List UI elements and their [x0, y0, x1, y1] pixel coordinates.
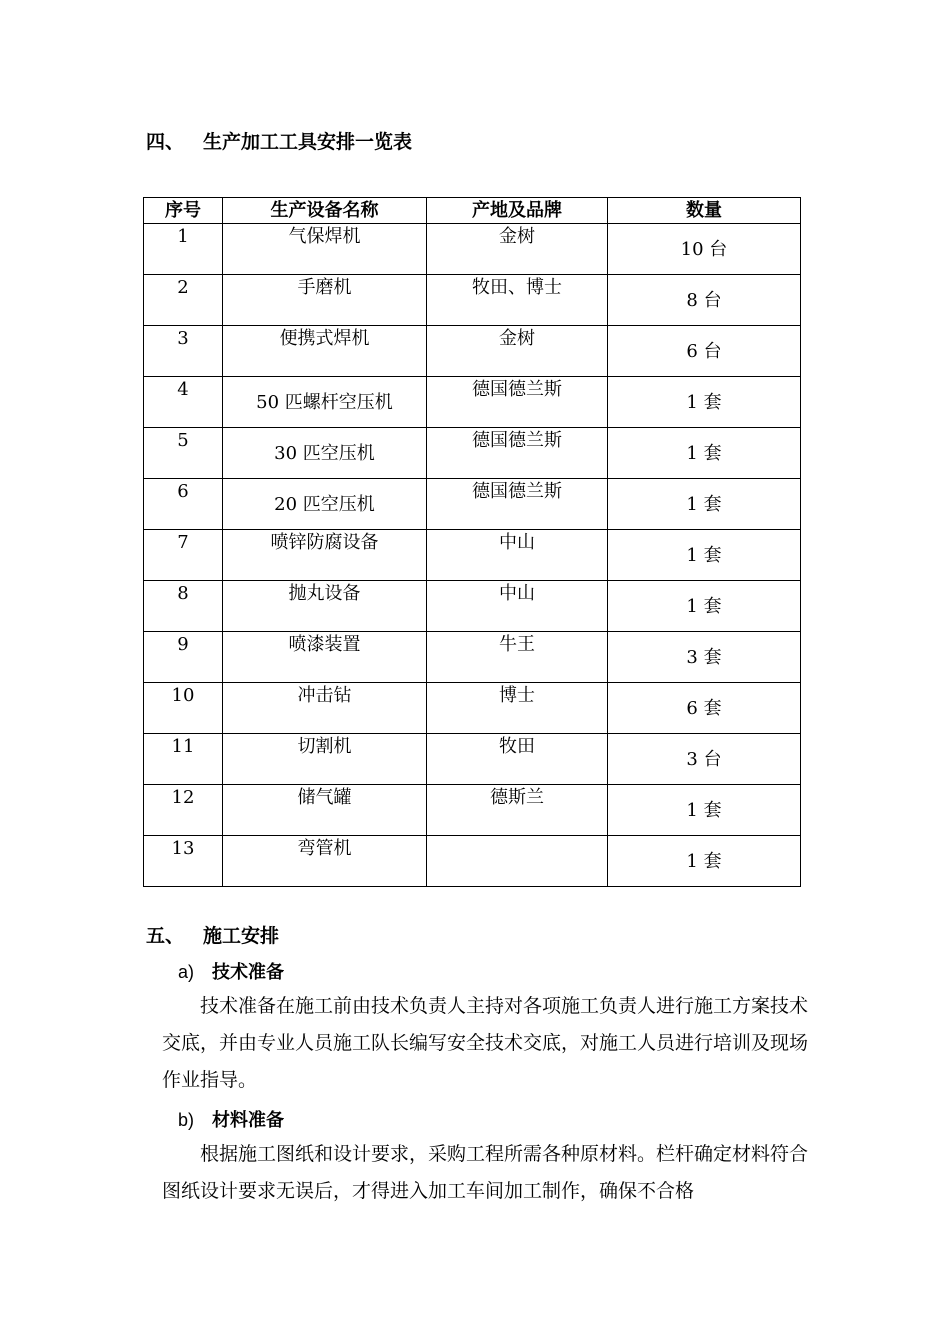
cell-qty-text: 1 套 [686, 596, 722, 617]
table-header-row [144, 198, 801, 224]
cell-brand-text: 德国德兰斯 [472, 379, 562, 400]
section-4-heading [146, 127, 412, 154]
cell-qty [608, 836, 801, 887]
cell-no [144, 428, 223, 479]
cell-qty-text: 6 套 [686, 698, 722, 719]
cell-brand-text: 中山 [499, 532, 535, 553]
cell-qty [608, 479, 801, 530]
table-row [144, 377, 801, 428]
table-row [144, 632, 801, 683]
cell-name-text: 气保焊机 [288, 226, 361, 247]
cell-no-text: 5 [177, 430, 189, 451]
cell-qty-text: 6 台 [686, 341, 722, 362]
table-row [144, 530, 801, 581]
cell-name-text: 储气罐 [297, 787, 352, 808]
cell-brand [427, 836, 608, 887]
equipment-table [143, 197, 801, 887]
cell-qty-text: 1 套 [686, 851, 722, 872]
cell-name [223, 530, 427, 581]
cell-name-text: 弯管机 [297, 838, 352, 859]
cell-no [144, 479, 223, 530]
header-no: 序号 [144, 198, 223, 224]
cell-brand-text: 德斯兰 [490, 787, 544, 808]
cell-name [223, 224, 427, 275]
cell-qty-text: 3 套 [686, 647, 722, 668]
cell-no-text: 1 [177, 226, 189, 247]
cell-qty [608, 683, 801, 734]
cell-brand [427, 530, 608, 581]
header-name: 生产设备名称 [223, 198, 427, 224]
header-qty: 数量 [608, 198, 801, 224]
cell-qty-text: 10 台 [680, 239, 728, 260]
table-row [144, 479, 801, 530]
table-row [144, 275, 801, 326]
section-4-title: 生产加工工具安排一览表 [203, 131, 413, 153]
subsection-a-heading [178, 958, 284, 984]
cell-brand [427, 377, 608, 428]
cell-brand-text: 中山 [499, 583, 535, 604]
cell-qty [608, 275, 801, 326]
section-5-title: 施工安排 [203, 925, 280, 947]
cell-name-text: 50 匹螺杆空压机 [256, 392, 393, 413]
table-row [144, 581, 801, 632]
cell-qty [608, 377, 801, 428]
cell-no [144, 326, 223, 377]
subsection-b-title: 材料准备 [212, 1110, 284, 1131]
cell-no [144, 632, 223, 683]
subsection-a-paragraph: 技术准备在施工前由技术负责人主持对各项施工负责人进行施工方案技术交底，并由专业人员施工队长编写安全技术交底，对施工人员进行培训及现场作业指导。 [162, 995, 809, 1091]
cell-qty [608, 785, 801, 836]
cell-no-text: 11 [171, 736, 195, 757]
cell-no-text: 12 [171, 787, 195, 808]
subsection-a-label: a) [178, 962, 195, 982]
cell-brand-text: 牛王 [499, 634, 535, 655]
cell-name [223, 479, 427, 530]
cell-qty-text: 1 套 [686, 392, 722, 413]
cell-brand [427, 734, 608, 785]
cell-brand [427, 275, 608, 326]
cell-brand [427, 581, 608, 632]
cell-name [223, 683, 427, 734]
cell-brand [427, 479, 608, 530]
cell-brand [427, 683, 608, 734]
cell-no [144, 683, 223, 734]
cell-brand-text: 博士 [499, 685, 535, 706]
table-row [144, 785, 801, 836]
cell-name-text: 便携式焊机 [279, 328, 370, 349]
cell-no [144, 275, 223, 326]
cell-brand-text: 牧田 [499, 736, 535, 757]
cell-brand-text: 德国德兰斯 [472, 481, 562, 502]
cell-qty [608, 581, 801, 632]
subsection-b-label: b) [178, 1110, 195, 1130]
cell-qty [608, 428, 801, 479]
cell-no [144, 377, 223, 428]
cell-no-text: 7 [177, 532, 189, 553]
cell-brand-text: 金树 [499, 328, 535, 349]
table-row [144, 224, 801, 275]
cell-qty-text: 1 套 [686, 545, 722, 566]
cell-name [223, 275, 427, 326]
cell-brand [427, 428, 608, 479]
cell-name-text: 手磨机 [297, 277, 352, 298]
cell-no [144, 581, 223, 632]
cell-name [223, 632, 427, 683]
cell-qty [608, 632, 801, 683]
cell-name [223, 326, 427, 377]
cell-qty-text: 1 套 [686, 494, 722, 515]
table-row [144, 683, 801, 734]
cell-name-text: 30 匹空压机 [274, 443, 375, 464]
table-row [144, 428, 801, 479]
cell-no-text: 13 [171, 838, 195, 859]
cell-qty-text: 1 套 [686, 800, 722, 821]
cell-brand [427, 785, 608, 836]
cell-qty-text: 1 套 [686, 443, 722, 464]
table-row [144, 836, 801, 887]
cell-qty [608, 224, 801, 275]
cell-no [144, 530, 223, 581]
cell-no-text: 4 [177, 379, 189, 400]
table-row [144, 326, 801, 377]
cell-name [223, 836, 427, 887]
cell-qty [608, 530, 801, 581]
cell-no-text: 10 [171, 685, 195, 706]
cell-name [223, 581, 427, 632]
section-5-heading [146, 921, 279, 948]
cell-name-text: 冲击钻 [297, 685, 352, 706]
cell-no-text: 3 [177, 328, 189, 349]
subsection-b-paragraph: 根据施工图纸和设计要求，采购工程所需各种原材料。栏杆确定材料符合图纸设计要求无误后，才得进入加工车间加工制作，确保不合格 [162, 1143, 809, 1202]
section-4-number: 四、 [146, 131, 185, 153]
cell-no [144, 734, 223, 785]
cell-name [223, 785, 427, 836]
cell-no [144, 836, 223, 887]
cell-name-text: 20 匹空压机 [274, 494, 375, 515]
cell-brand-text: 德国德兰斯 [472, 430, 562, 451]
cell-brand [427, 326, 608, 377]
cell-no-text: 2 [177, 277, 189, 298]
table-row [144, 734, 801, 785]
subsection-b-heading [178, 1106, 284, 1132]
cell-name [223, 428, 427, 479]
cell-qty [608, 734, 801, 785]
cell-name-text: 抛丸设备 [288, 583, 361, 604]
cell-name-text: 喷漆装置 [288, 634, 361, 655]
cell-qty-text: 3 台 [686, 749, 722, 770]
cell-no-text: 6 [177, 481, 189, 502]
subsection-a-title: 技术准备 [212, 962, 284, 983]
cell-no-text: 8 [177, 583, 189, 604]
cell-name-text: 切割机 [297, 736, 352, 757]
cell-no [144, 785, 223, 836]
cell-qty-text: 8 台 [686, 290, 722, 311]
cell-brand [427, 632, 608, 683]
cell-qty [608, 326, 801, 377]
cell-name-text: 喷锌防腐设备 [270, 532, 379, 553]
header-brand: 产地及品牌 [427, 198, 608, 224]
cell-brand-text: 金树 [499, 226, 535, 247]
cell-brand-text: 牧田、博士 [472, 277, 562, 298]
cell-brand [427, 224, 608, 275]
cell-name [223, 377, 427, 428]
section-5-number: 五、 [146, 925, 185, 947]
cell-no [144, 224, 223, 275]
cell-name [223, 734, 427, 785]
cell-no-text: 9 [177, 634, 189, 655]
